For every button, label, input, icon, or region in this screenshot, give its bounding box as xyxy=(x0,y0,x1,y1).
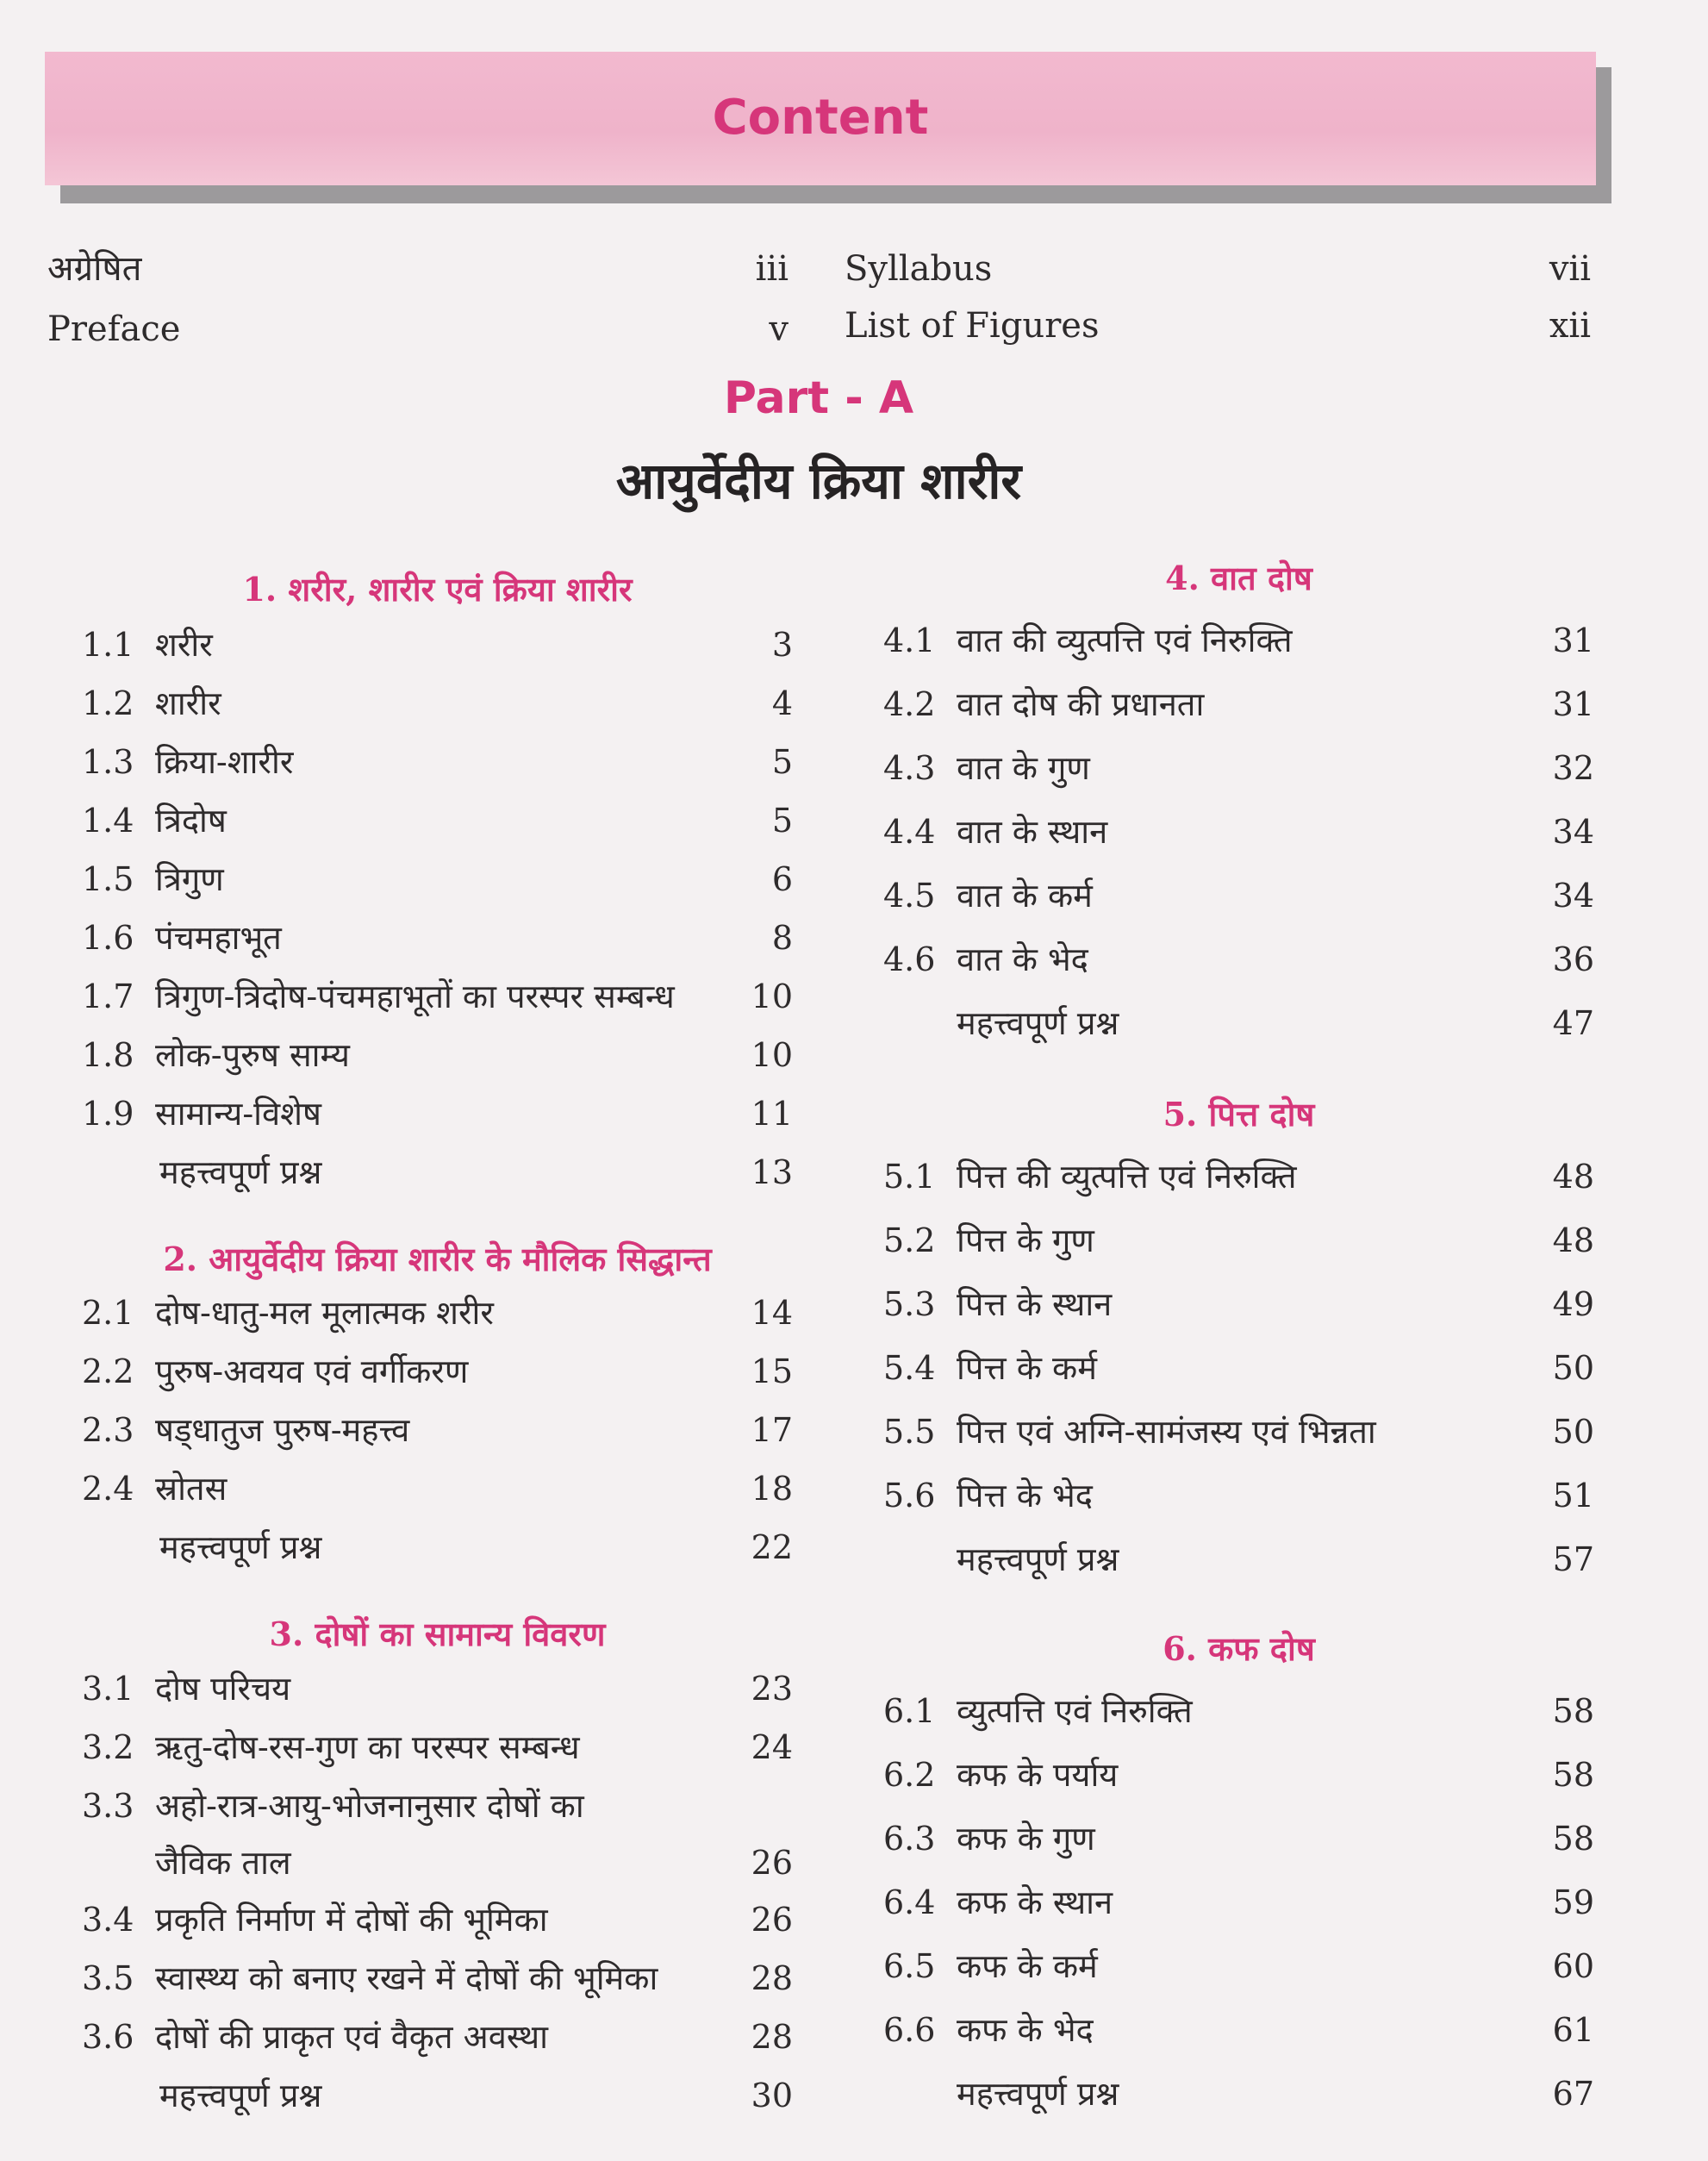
toc-entry[interactable] xyxy=(82,1346,793,1397)
entry-number: 1.1 xyxy=(82,626,134,664)
entry-number: 3.4 xyxy=(82,1901,134,1939)
front-page: v xyxy=(769,309,789,349)
entry-number: 3.1 xyxy=(82,1670,134,1708)
entry-number: 2.2 xyxy=(82,1352,134,1390)
front-title: List of Figures xyxy=(845,306,1100,346)
toc-entry[interactable] xyxy=(82,1952,793,2004)
entry-page: 5 xyxy=(771,743,793,781)
entry-title: महत्त्वपूर्ण प्रश्न xyxy=(159,1528,322,1566)
entry-title: वात के भेद xyxy=(957,940,1088,978)
toc-entry[interactable] xyxy=(883,1342,1594,1394)
entry-page: 47 xyxy=(1552,1004,1594,1042)
entry-title: वात की व्युत्पत्ति एवं निरुक्ति xyxy=(957,621,1293,659)
entry-number: 5.3 xyxy=(883,1285,936,1323)
toc-entry[interactable] xyxy=(82,1721,793,1773)
entry-page: 8 xyxy=(771,919,793,957)
entry-title: पित्त के भेद xyxy=(957,1477,1093,1515)
toc-entry[interactable] xyxy=(82,795,793,846)
toc-entry[interactable] xyxy=(883,678,1594,730)
chapter-heading: 6. कफ दोष xyxy=(1163,1629,1315,1668)
entry-title: स्वास्थ्य को बनाए रखने में दोषों की भूमिका xyxy=(155,1959,658,1997)
entry-number: 5.5 xyxy=(883,1413,936,1451)
toc-entry[interactable] xyxy=(883,1151,1594,1202)
entry-page: 26 xyxy=(751,1844,793,1882)
front-page: xii xyxy=(1549,306,1591,346)
entry-title: पित्त की व्युत्पत्ति एवं निरुक्ति xyxy=(957,1158,1297,1196)
entry-title-continued: जैविक ताल xyxy=(155,1844,291,1882)
entry-title: वात के गुण xyxy=(957,749,1090,787)
entry-page: 50 xyxy=(1552,1413,1594,1451)
entry-title: वात के कर्म xyxy=(957,877,1093,915)
front-page: iii xyxy=(755,249,789,289)
entry-page: 31 xyxy=(1552,621,1594,659)
entry-title: पुरुष-अवयव एवं वर्गीकरण xyxy=(155,1352,469,1390)
entry-title: महत्त्वपूर्ण प्रश्न xyxy=(159,1153,322,1191)
entry-title: पित्त के गुण xyxy=(957,1221,1094,1259)
entry-number: 5.4 xyxy=(883,1349,936,1387)
toc-entry[interactable] xyxy=(82,1780,793,1882)
front-title: अग्रेषित xyxy=(47,249,142,289)
toc-entry[interactable] xyxy=(883,934,1594,985)
entry-page: 32 xyxy=(1552,749,1594,787)
toc-entry[interactable] xyxy=(883,806,1594,858)
entry-page: 14 xyxy=(751,1294,793,1332)
entry-page: 51 xyxy=(1552,1477,1594,1515)
entry-number: 1.6 xyxy=(82,919,134,957)
entry-title: कफ के कर्म xyxy=(957,1947,1098,1985)
entry-number: 4.5 xyxy=(883,877,936,915)
entry-title: स्रोतस xyxy=(155,1470,228,1508)
entry-title: त्रिगुण-त्रिदोष-पंचमहाभूतों का परस्पर सम्बन्ध xyxy=(155,977,675,1015)
toc-front-entry[interactable] xyxy=(47,243,789,295)
toc-entry-important-questions[interactable] xyxy=(82,1146,793,1198)
entry-page: 50 xyxy=(1552,1349,1594,1387)
entry-number: 4.6 xyxy=(883,940,936,978)
entry-number: 3.3 xyxy=(82,1787,134,1825)
entry-number: 6.1 xyxy=(883,1692,936,1730)
toc-entry[interactable] xyxy=(82,1894,793,1946)
entry-page: 58 xyxy=(1552,1692,1594,1730)
entry-number: 3.5 xyxy=(82,1959,134,1997)
entry-title: शारीर xyxy=(155,684,221,722)
toc-entry[interactable] xyxy=(883,1749,1594,1801)
entry-page: 15 xyxy=(751,1352,793,1390)
toc-entry[interactable] xyxy=(82,2011,793,2063)
toc-front-entry[interactable] xyxy=(845,243,1591,295)
entry-page: 31 xyxy=(1552,685,1594,723)
entry-page: 23 xyxy=(751,1670,793,1708)
entry-title: कफ के भेद xyxy=(957,2011,1094,2049)
toc-entry[interactable] xyxy=(883,1685,1594,1737)
entry-title: षड्धातुज पुरुष-महत्त्व xyxy=(155,1411,410,1449)
entry-number: 1.8 xyxy=(82,1036,134,1074)
page-title: Content xyxy=(712,90,929,146)
entry-page: 18 xyxy=(751,1470,793,1508)
toc-entry[interactable] xyxy=(82,1404,793,1456)
entry-page: 28 xyxy=(751,2018,793,2056)
entry-number: 2.4 xyxy=(82,1470,134,1508)
entry-title: वात दोष की प्रधानता xyxy=(957,685,1205,723)
toc-entry[interactable] xyxy=(82,853,793,905)
entry-number: 6.6 xyxy=(883,2011,936,2049)
entry-title: ऋतु-दोष-रस-गुण का परस्पर सम्बन्ध xyxy=(155,1728,580,1766)
entry-page: 13 xyxy=(751,1153,793,1191)
entry-number: 6.4 xyxy=(883,1883,936,1921)
entry-page: 5 xyxy=(771,802,793,840)
entry-number: 4.1 xyxy=(883,621,936,659)
part-subtitle: आयुर्वेदीय क्रिया शारीर xyxy=(615,452,1022,510)
entry-title: सामान्य-विशेष xyxy=(155,1095,321,1133)
entry-page: 30 xyxy=(751,2077,793,2114)
entry-page: 11 xyxy=(751,1095,793,1133)
entry-page: 49 xyxy=(1552,1285,1594,1323)
entry-title: दोष परिचय xyxy=(155,1670,291,1708)
toc-entry[interactable] xyxy=(883,870,1594,921)
entry-number: 1.9 xyxy=(82,1095,134,1133)
toc-entry[interactable] xyxy=(883,1406,1594,1458)
entry-number: 4.2 xyxy=(883,685,936,723)
entry-title: त्रिदोष xyxy=(155,802,227,840)
chapter-heading: 2. आयुर्वेदीय क्रिया शारीर के मौलिक सिद्धान्त xyxy=(163,1240,712,1278)
entry-title: पंचमहाभूत xyxy=(155,919,282,957)
entry-number: 2.3 xyxy=(82,1411,134,1449)
toc-entry[interactable] xyxy=(883,1470,1594,1521)
entry-number: 1.5 xyxy=(82,860,134,898)
entry-page: 34 xyxy=(1552,877,1594,915)
toc-entry[interactable] xyxy=(883,1940,1594,1992)
entry-page: 60 xyxy=(1552,1947,1594,1985)
toc-entry[interactable] xyxy=(883,615,1594,666)
entry-title: त्रिगुण xyxy=(155,860,224,898)
entry-title: कफ के पर्याय xyxy=(957,1756,1119,1794)
entry-page: 34 xyxy=(1552,813,1594,851)
entry-page: 10 xyxy=(751,1036,793,1074)
entry-page: 57 xyxy=(1552,1540,1594,1578)
toc-entry[interactable] xyxy=(82,971,793,1022)
entry-number: 5.6 xyxy=(883,1477,936,1515)
toc-entry[interactable] xyxy=(82,1663,793,1714)
entry-page: 4 xyxy=(771,684,793,722)
entry-number: 1.2 xyxy=(82,684,134,722)
entry-title: लोक-पुरुष साम्य xyxy=(155,1036,350,1074)
entry-title: महत्त्वपूर्ण प्रश्न xyxy=(957,1540,1119,1578)
toc-entry[interactable] xyxy=(883,1877,1594,1928)
entry-page: 24 xyxy=(751,1728,793,1766)
entry-title: प्रकृति निर्माण में दोषों की भूमिका xyxy=(155,1901,548,1939)
entry-page: 3 xyxy=(771,626,793,664)
entry-title: व्युत्पत्ति एवं निरुक्ति xyxy=(957,1692,1193,1730)
entry-page: 6 xyxy=(771,860,793,898)
entry-title: पित्त एवं अग्नि-सामंजस्य एवं भिन्नता xyxy=(957,1413,1376,1451)
toc-entry[interactable] xyxy=(883,1215,1594,1266)
toc-entry[interactable] xyxy=(82,1287,793,1339)
toc-front-entry[interactable] xyxy=(47,303,789,355)
entry-title: पित्त के स्थान xyxy=(957,1285,1113,1323)
entry-page: 28 xyxy=(751,1959,793,1997)
toc-front-entry[interactable] xyxy=(845,300,1591,352)
front-title: Preface xyxy=(47,309,181,349)
entry-title: कफ के स्थान xyxy=(957,1883,1113,1921)
part-title: Part - A xyxy=(723,372,914,424)
toc-entry-important-questions[interactable] xyxy=(883,997,1594,1049)
entry-title: कफ के गुण xyxy=(957,1820,1095,1858)
toc-entry-important-questions[interactable] xyxy=(883,1533,1594,1585)
entry-title: दोषों की प्राकृत एवं वैकृत अवस्था xyxy=(155,2018,548,2056)
content-banner xyxy=(45,52,1596,185)
toc-entry[interactable] xyxy=(883,1813,1594,1864)
entry-number: 4.4 xyxy=(883,813,936,851)
entry-page: 17 xyxy=(751,1411,793,1449)
toc-entry[interactable] xyxy=(82,619,793,671)
toc-entry[interactable] xyxy=(883,1278,1594,1330)
front-page: vii xyxy=(1549,249,1591,289)
entry-page: 58 xyxy=(1552,1756,1594,1794)
entry-title: अहो-रात्र-आयु-भोजनानुसार दोषों का xyxy=(155,1787,584,1825)
entry-title: पित्त के कर्म xyxy=(957,1349,1097,1387)
toc-entry[interactable] xyxy=(82,1088,793,1140)
entry-number: 1.3 xyxy=(82,743,134,781)
toc-entry[interactable] xyxy=(883,742,1594,794)
entry-page: 48 xyxy=(1552,1158,1594,1196)
entry-page: 48 xyxy=(1552,1221,1594,1259)
entry-number: 4.3 xyxy=(883,749,936,787)
toc-entry-important-questions[interactable] xyxy=(883,2068,1594,2120)
entry-title: महत्त्वपूर्ण प्रश्न xyxy=(957,1004,1119,1042)
entry-number: 6.2 xyxy=(883,1756,936,1794)
toc-entry[interactable] xyxy=(883,2004,1594,2056)
entry-title: वात के स्थान xyxy=(957,813,1108,851)
entry-page: 59 xyxy=(1552,1883,1594,1921)
chapter-heading: 1. शरीर, शारीर एवं क्रिया शारीर xyxy=(242,570,633,609)
toc-entry-important-questions[interactable] xyxy=(82,1521,793,1573)
chapter-heading: 4. वात दोष xyxy=(1165,559,1312,597)
entry-number: 6.3 xyxy=(883,1820,936,1858)
entry-page: 67 xyxy=(1552,2075,1594,2113)
entry-page: 58 xyxy=(1552,1820,1594,1858)
toc-entry[interactable] xyxy=(82,678,793,729)
entry-page: 36 xyxy=(1552,940,1594,978)
entry-page: 22 xyxy=(751,1528,793,1566)
entry-page: 10 xyxy=(751,977,793,1015)
entry-number: 1.7 xyxy=(82,977,134,1015)
toc-entry-important-questions[interactable] xyxy=(82,2070,793,2121)
entry-title: शरीर xyxy=(155,626,213,664)
toc-entry[interactable] xyxy=(82,1029,793,1081)
entry-number: 5.1 xyxy=(883,1158,936,1196)
entry-number: 1.4 xyxy=(82,802,134,840)
front-title: Syllabus xyxy=(845,249,993,289)
entry-number: 3.2 xyxy=(82,1728,134,1766)
entry-number: 6.5 xyxy=(883,1947,936,1985)
chapter-heading: 3. दोषों का सामान्य विवरण xyxy=(269,1615,606,1653)
entry-number: 5.2 xyxy=(883,1221,936,1259)
entry-title: महत्त्वपूर्ण प्रश्न xyxy=(159,2077,322,2114)
entry-title: दोष-धातु-मल मूलात्मक शरीर xyxy=(155,1294,494,1332)
entry-number: 3.6 xyxy=(82,2018,134,2056)
entry-number: 2.1 xyxy=(82,1294,134,1332)
toc-entry[interactable] xyxy=(82,736,793,788)
chapter-heading: 5. पित्त दोष xyxy=(1163,1095,1315,1134)
entry-title: महत्त्वपूर्ण प्रश्न xyxy=(957,2075,1119,2113)
toc-entry[interactable] xyxy=(82,912,793,964)
toc-entry[interactable] xyxy=(82,1463,793,1515)
entry-title: क्रिया-शारीर xyxy=(155,743,294,781)
entry-page: 61 xyxy=(1552,2011,1594,2049)
entry-page: 26 xyxy=(751,1901,793,1939)
